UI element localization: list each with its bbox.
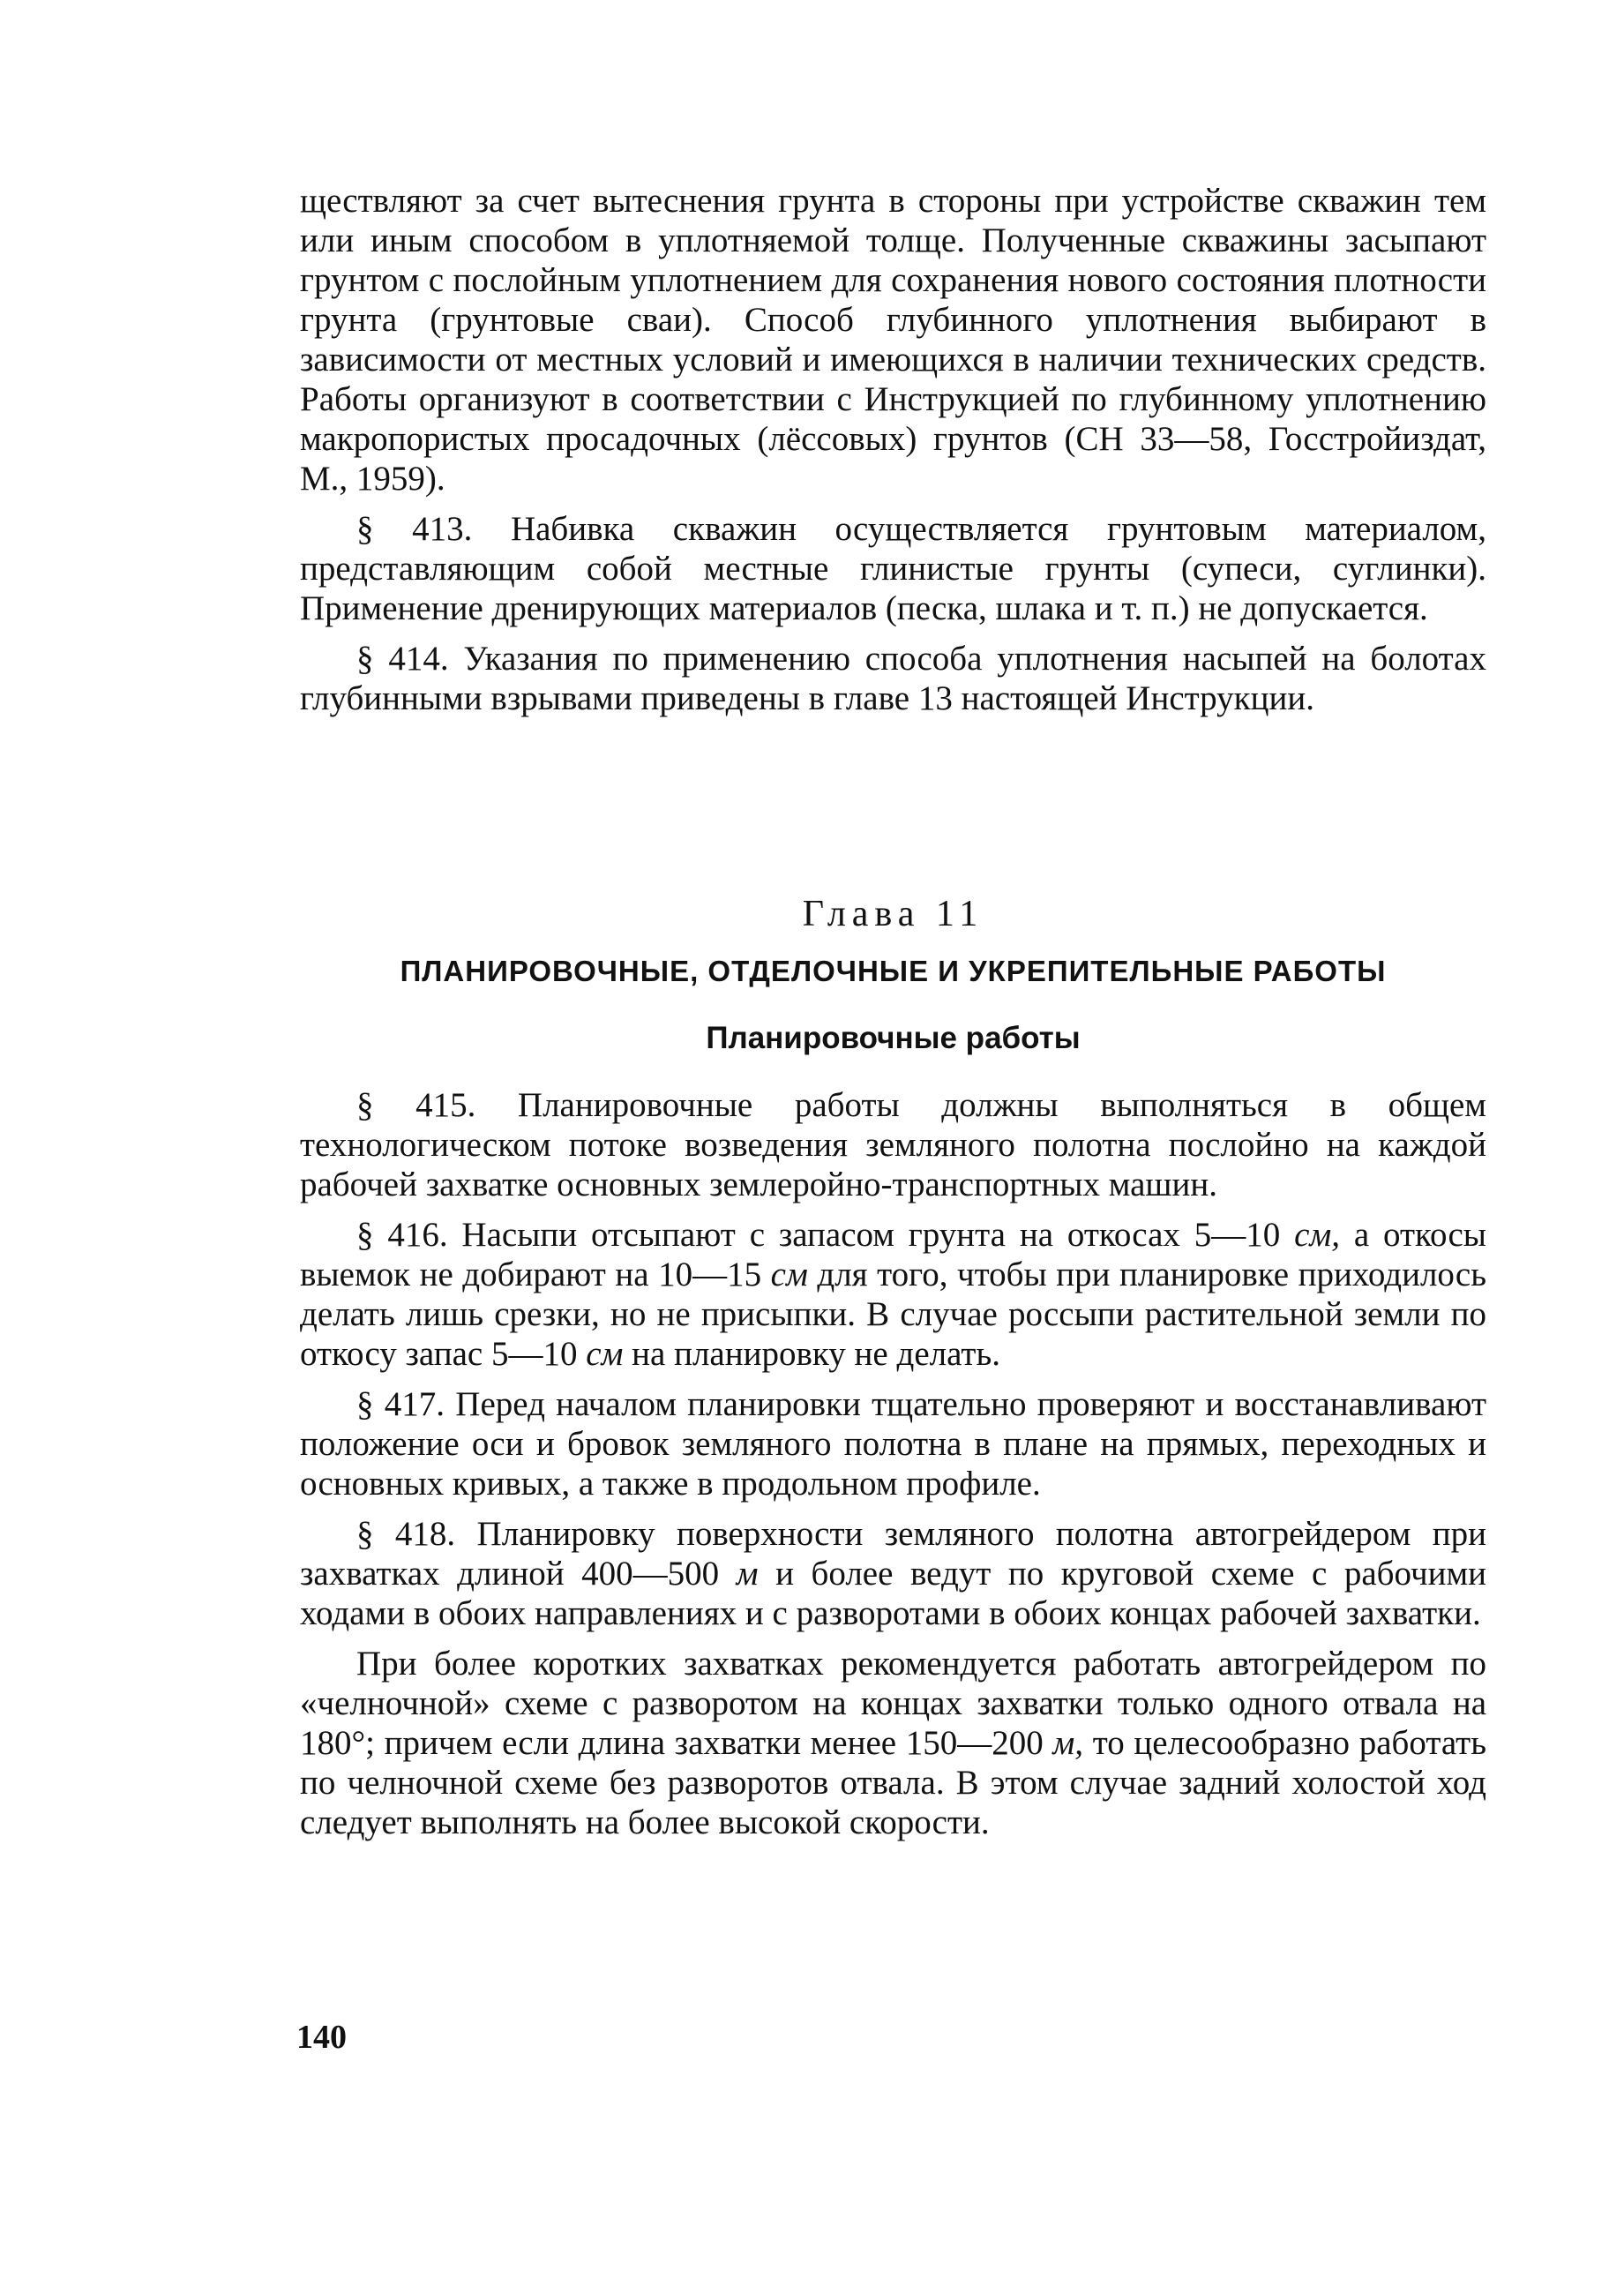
unit-cm: см, [1294, 1216, 1341, 1254]
unit-m: м [736, 1555, 759, 1593]
p419-text-a: При более коротких захватках рекомендуется работать автогрейдером по «челночной» схеме с разворотом на концах захватки только одного отвала на 180°; причем если длина захватки менее 150—200 [300, 1645, 1486, 1762]
section-title: Планировочные работы [706, 1021, 1081, 1055]
unit-cm: см [586, 1335, 624, 1373]
paragraph-413: § 413. Набивка скважин осуществляется грунтовым материалом, представляющим собой местные глинистые грунты (супеси, суглинки). Применение дренирующих материалов (песка, шлака и т. п.) не допускается. [300, 510, 1486, 627]
p416-text-d: на планировку не делать. [623, 1335, 1000, 1373]
page-number: 140 [296, 2019, 347, 2056]
chapter-title: ПЛАНИРОВОЧНЫЕ, ОТДЕЛОЧНЫЕ И УКРЕПИТЕЛЬНЫЕ РАБОТЫ [400, 955, 1387, 987]
top-text-block [300, 181, 1486, 718]
p416-text-b: а откосы выемок не добирают на 10—15 [300, 1216, 1486, 1293]
paragraph-418 [300, 1514, 1486, 1633]
paragraph-414: § 414. Указания по применению способа уплотнения насыпей на болотах глубинными взрывами приведены в главе 13 настоящей Инструкции. [300, 640, 1486, 717]
p418-text-b: и более ведут по круговой схеме с рабочими ходами в обоих направлениях и с разворотами в обоих концах рабочей захватки. [300, 1555, 1486, 1632]
paragraph-deep-compaction: ществляют за счет вытеснения грунта в стороны при устройстве скважин тем или иным способом в уплотняемой толще. Полученные скважины засыпают грунтом с послойным уплотнением для сохранения нового состояния плотности грунта (грунтовые сваи). Способ глубинного уплотнения выбирают в зависимости от местных условий и имеющихся в наличии технических средств. Работы организуют в соответствии с Инструкцией по глубинному уплотнению макропористых просадочных (лёссовых) грунтов (СН 33—58, Госстройиздат, М., 1959). [300, 182, 1486, 498]
chapter-label: Глава 11 [802, 894, 984, 934]
paragraph-short-sections [300, 1644, 1486, 1842]
unit-cm: см [770, 1256, 808, 1293]
unit-m: м, [1052, 1724, 1084, 1762]
p418-text-a: § 418. Планировку поверхности земляного полотна автогрейдером при захватках длиной 400—500 [300, 1515, 1486, 1593]
paragraph-415: § 415. Планировочные работы должны выполняться в общем технологическом потоке возведения земляного полотна послойно на каждой рабочей захватке основных землеройно-транспортных машин. [300, 1086, 1486, 1203]
p416-text-a: § 416. Насыпи отсыпают с запасом грунта на откосах 5—10 [356, 1216, 1295, 1254]
p416-text-c: для того, чтобы при планировке приходилось делать лишь срезки, но не присыпки. В случае россыпи растительной земли по откосу запас 5—10 [300, 1256, 1486, 1373]
p419-text-b: то целесообразно работать по челночной схеме без разворотов отвала. В этом случае задний холостой ход следует выполнять на более высокой скорости. [300, 1724, 1486, 1841]
paragraph-416 [300, 1215, 1486, 1374]
bottom-text-block [300, 1085, 1486, 1842]
paragraph-417: § 417. Перед началом планировки тщательно проверяют и восстанавливают положение оси и бровок земляного полотна в плане на прямых, переходных и основных кривых, а также в продольном профиле. [300, 1385, 1486, 1503]
